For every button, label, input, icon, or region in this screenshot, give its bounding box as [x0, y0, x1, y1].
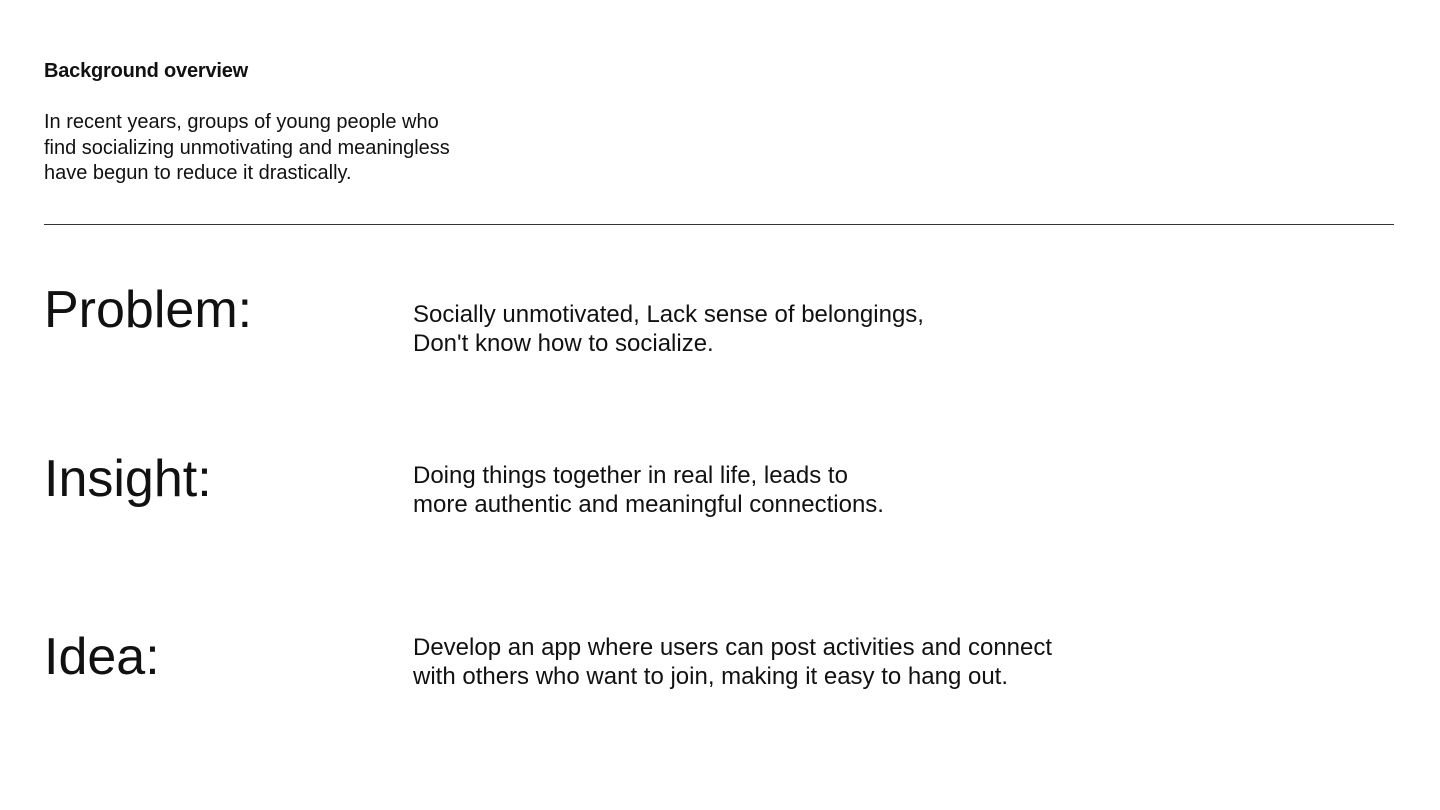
problem-title: Problem:: [44, 281, 253, 339]
idea-line: with others who want to join, making it easy to hang out.: [413, 663, 1008, 690]
problem-text: [413, 300, 924, 358]
insight-text: [413, 461, 884, 519]
idea-title: Idea:: [44, 628, 160, 686]
background-overview-text: [44, 110, 564, 187]
problem-line: Don't know how to socialize.: [413, 330, 714, 357]
overview-line: find socializing unmotivating and meaningless: [44, 136, 450, 159]
idea-line: Develop an app where users can post activities and connect: [413, 634, 1053, 661]
problem-line: Socially unmotivated, Lack sense of belongings,: [413, 301, 924, 328]
insight-title: Insight:: [44, 450, 212, 508]
overview-line: In recent years, groups of young people who: [44, 111, 439, 133]
overview-line: have begun to reduce it drastically.: [44, 162, 352, 184]
background-overview-heading: Background overview: [44, 60, 249, 82]
idea-text: [413, 633, 1052, 691]
insight-line: Doing things together in real life, leads to: [413, 462, 848, 489]
divider-line: [44, 224, 1394, 225]
insight-line: more authentic and meaningful connections.: [413, 491, 884, 518]
